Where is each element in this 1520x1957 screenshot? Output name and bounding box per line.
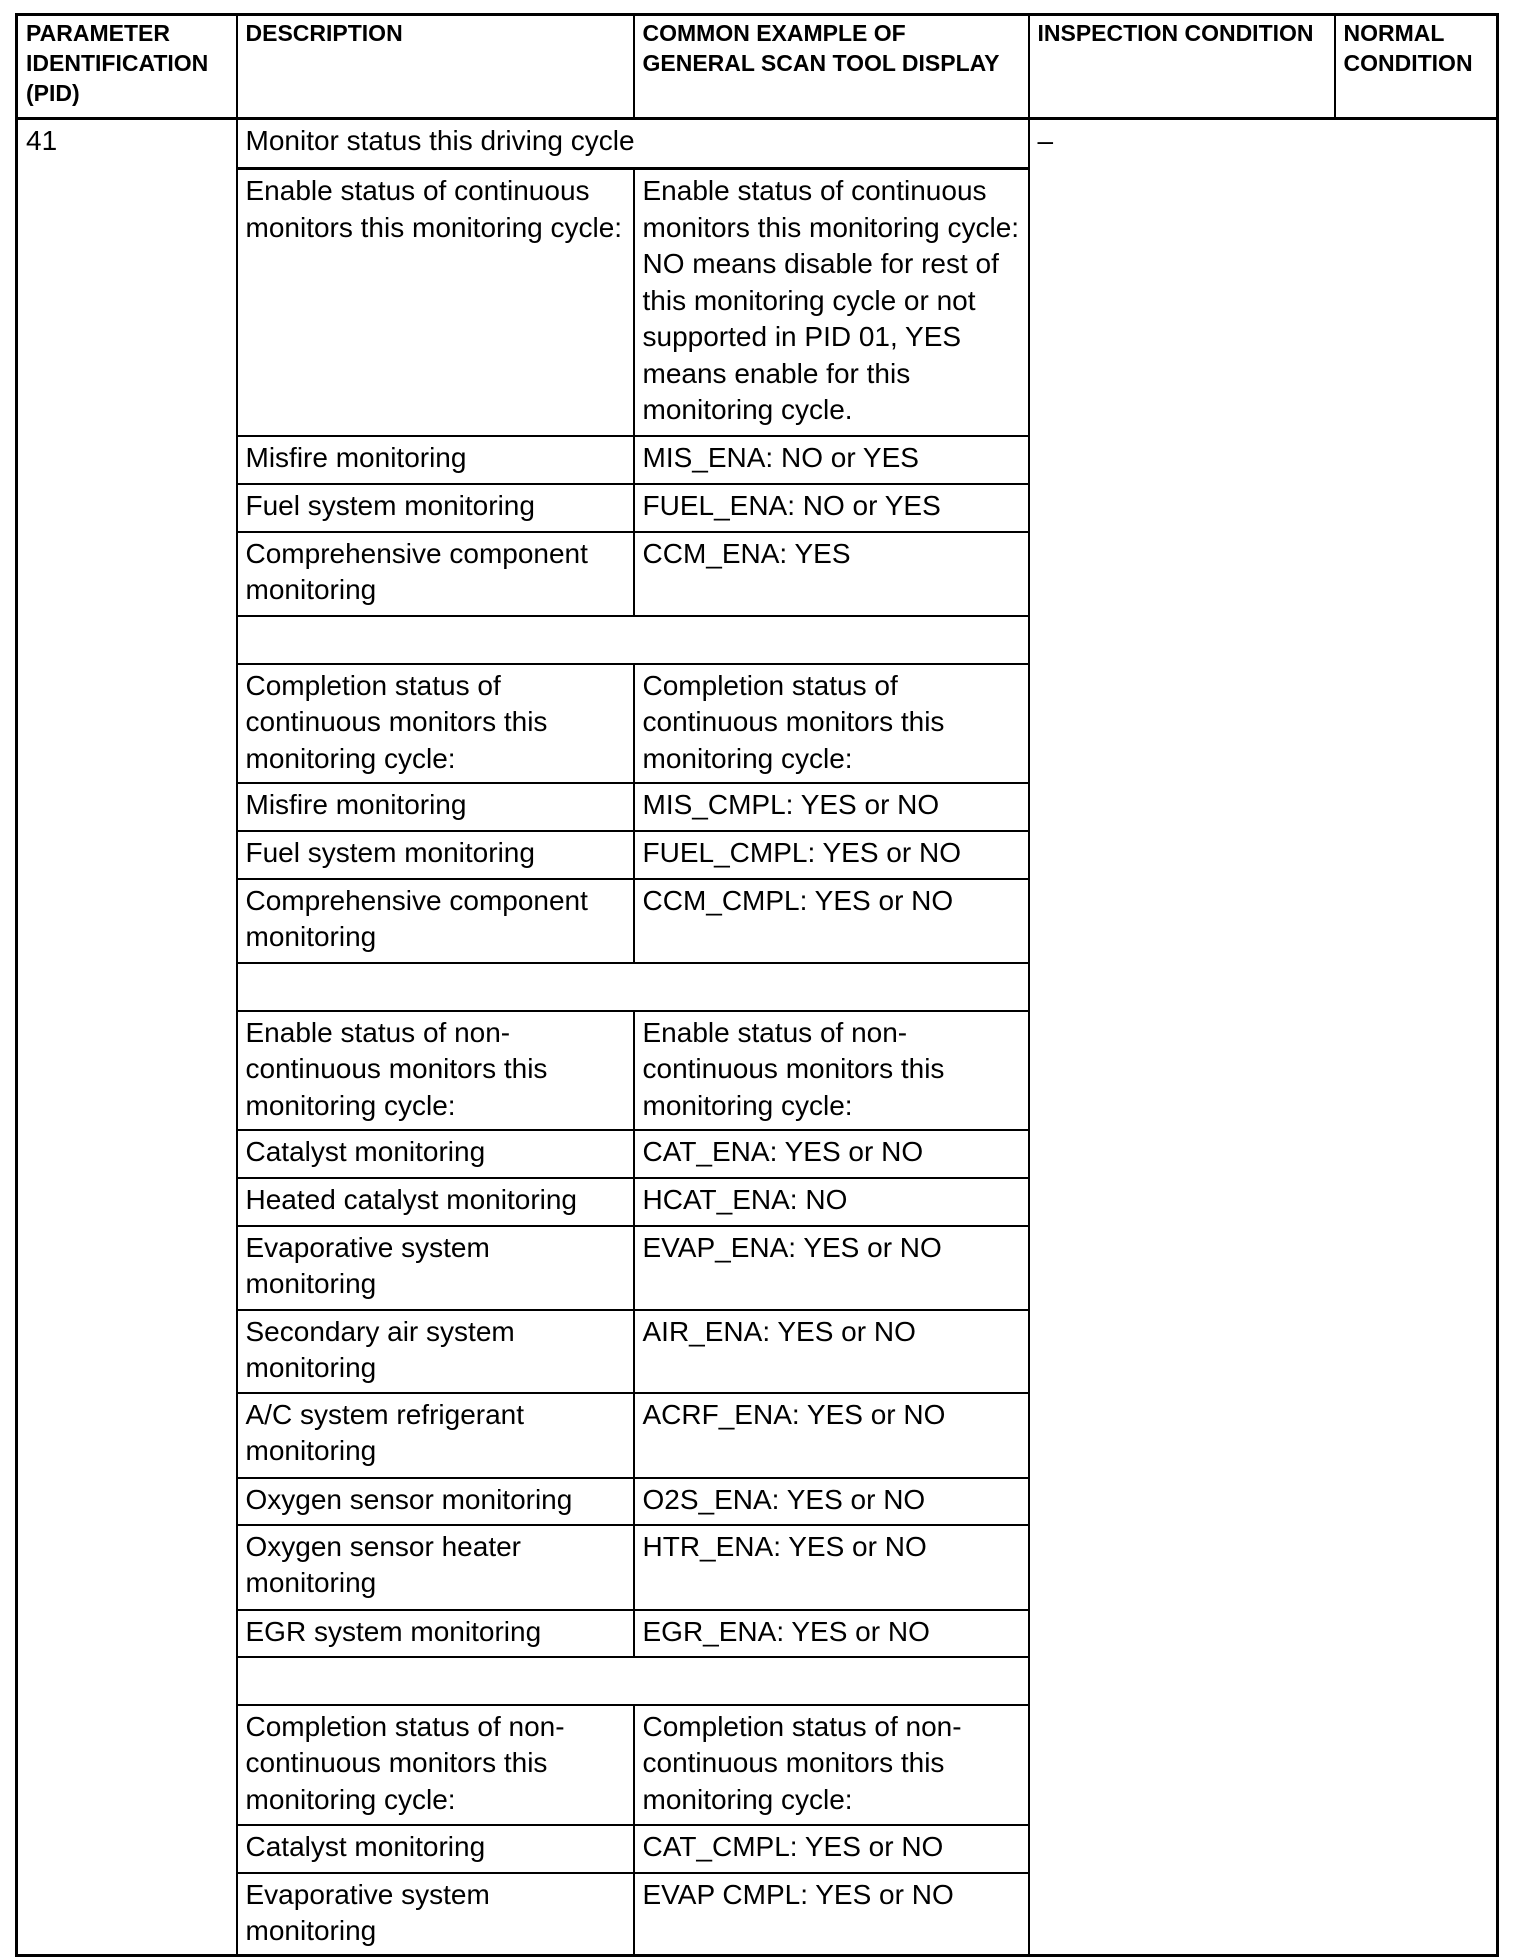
header-display: COMMON EXAMPLE OF GENERAL SCAN TOOL DISPLAY [634,15,1029,119]
display-cell: Enable status of non-continuous monitors this monitoring cycle: [634,1011,1029,1130]
pid-value: 41 [17,119,237,1956]
blank-cell [237,963,1029,1011]
description-cell: Completion status of non-continuous monitors this monitoring cycle: [237,1705,634,1825]
description-cell: Completion status of continuous monitors this monitoring cycle: [237,664,634,783]
display-cell: EGR_ENA: YES or NO [634,1610,1029,1657]
display-cell: MIS_ENA: NO or YES [634,436,1029,484]
display-cell: EVAP_ENA: YES or NO [634,1226,1029,1310]
description-cell: Oxygen sensor heater monitoring [237,1525,634,1610]
display-cell: CAT_CMPL: YES or NO [634,1825,1029,1873]
display-cell: Completion status of continuous monitors this monitoring cycle: [634,664,1029,783]
display-cell: AIR_ENA: YES or NO [634,1310,1029,1393]
display-cell: HTR_ENA: YES or NO [634,1525,1029,1610]
display-cell: MIS_CMPL: YES or NO [634,783,1029,831]
display-cell: HCAT_ENA: NO [634,1178,1029,1226]
header-pid: PARAMETER IDENTIFICATION (PID) [17,15,237,119]
description-cell: A/C system refrigerant monitoring [237,1393,634,1478]
display-cell: Completion status of non-continuous monitors this monitoring cycle: [634,1705,1029,1825]
description-cell: Misfire monitoring [237,783,634,831]
section-title: Monitor status this driving cycle [237,119,1029,169]
blank-cell [237,1657,1029,1705]
display-cell: CCM_CMPL: YES or NO [634,879,1029,963]
header-inspection: INSPECTION CONDITION [1029,15,1335,119]
description-cell: Oxygen sensor monitoring [237,1478,634,1525]
display-cell: CCM_ENA: YES [634,532,1029,616]
display-cell: Enable status of continuous monitors this monitoring cycle: NO means disable for rest of this monitoring cycle or not supported in PID 01, YES means enable for this monitoring cycle. [634,169,1029,436]
description-cell: Fuel system monitoring [237,484,634,532]
description-cell: Catalyst monitoring [237,1825,634,1873]
display-cell: FUEL_CMPL: YES or NO [634,831,1029,879]
description-cell: Comprehensive component monitoring [237,532,634,616]
description-cell: Misfire monitoring [237,436,634,484]
blank-cell [237,616,1029,664]
description-cell: Secondary air system monitoring [237,1310,634,1393]
pid-table [15,13,1499,1957]
display-cell: O2S_ENA: YES or NO [634,1478,1029,1525]
display-cell: FUEL_ENA: NO or YES [634,484,1029,532]
inspection-condition: – [1029,119,1498,1956]
description-cell: EGR system monitoring [237,1610,634,1657]
description-cell: Catalyst monitoring [237,1130,634,1178]
description-cell: Enable status of continuous monitors this monitoring cycle: [237,169,634,436]
display-cell: CAT_ENA: YES or NO [634,1130,1029,1178]
header-normal: NORMAL CONDITION [1335,15,1498,119]
display-cell: EVAP CMPL: YES or NO [634,1873,1029,1956]
description-cell: Evaporative system monitoring [237,1873,634,1956]
header-description: DESCRIPTION [237,15,634,119]
description-cell: Fuel system monitoring [237,831,634,879]
display-cell: ACRF_ENA: YES or NO [634,1393,1029,1478]
description-cell: Comprehensive component monitoring [237,879,634,963]
description-cell: Enable status of non-continuous monitors this monitoring cycle: [237,1011,634,1130]
description-cell: Heated catalyst monitoring [237,1178,634,1226]
description-cell: Evaporative system monitoring [237,1226,634,1310]
